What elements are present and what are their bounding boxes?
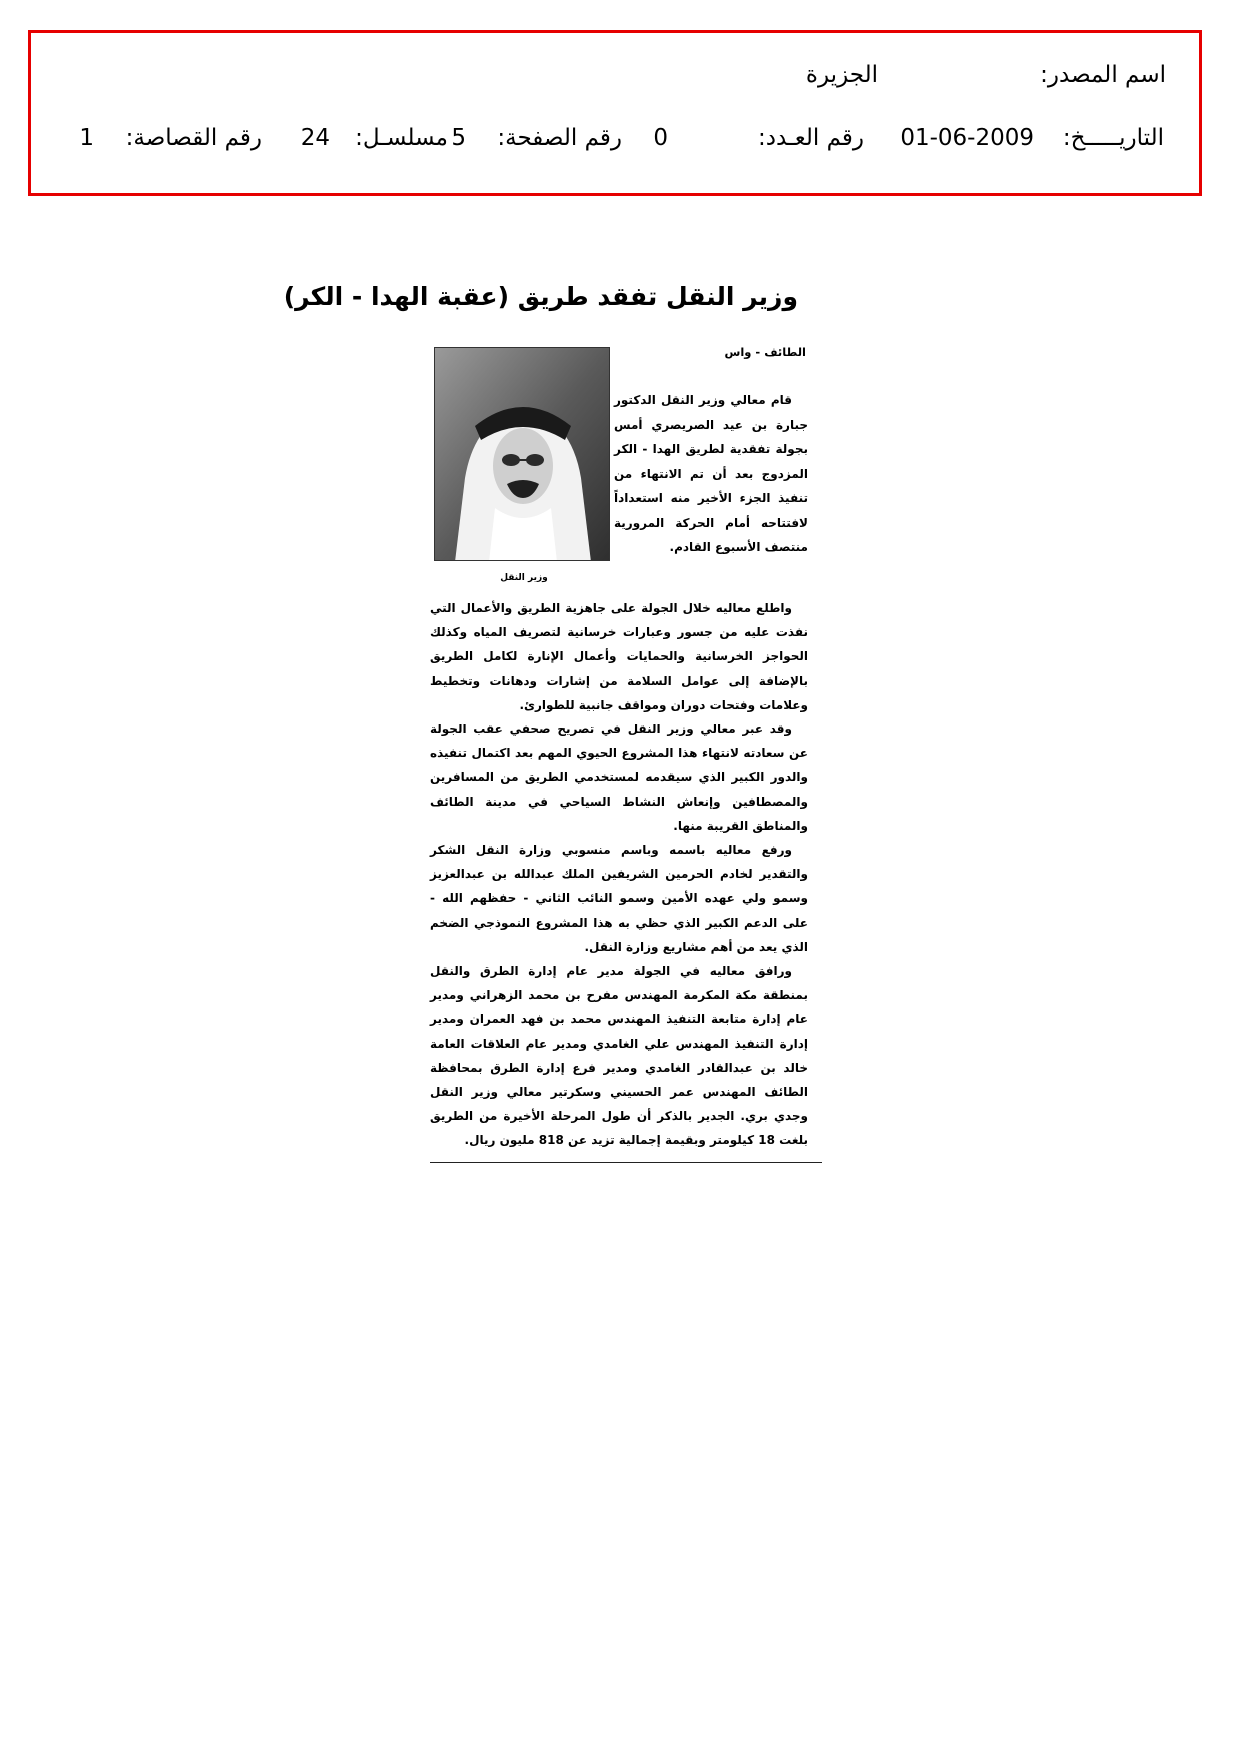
- issue-label: رقم العـدد:: [757, 125, 864, 151]
- article-paragraph: واطلع معاليه خلال الجولة على جاهزية الطريق والأعمال التي نفذت عليه من جسور وعبارات خرسانية لتصريف المياه وكذلك الحواجز الخرسانية والحمايات وأعمال الإنارة لكامل الطريق بالإضافة إلى عوامل السلامة من إشارات ودهانات وتخطيط وعلامات وفتحات دوران ومواقف جانبية للطوارئ.: [430, 601, 808, 712]
- page-label: رقم الصفحة:: [497, 125, 622, 151]
- minister-portrait-icon: [435, 348, 610, 561]
- date-label: التاريـــــخ:: [1062, 125, 1164, 151]
- date-value: 01-06-2009: [900, 125, 1034, 151]
- serial-label: مسلسـل:: [355, 125, 448, 151]
- article-paragraph: قام معالي وزير النقل الدكتور جبارة بن عيد الصريصري أمس بجولة تفقدية لطريق الهدا - الكر المزدوج بعد أن تم الانتهاء من تنفيذ الجزء الأخير منه استعداداً لافتتاحه أمام الحركة المرورية منتصف الأسبوع القادم.: [614, 393, 808, 554]
- article-intro-column: [614, 388, 808, 560]
- source-label: اسم المصدر:: [1040, 62, 1166, 88]
- article-photo: [434, 347, 610, 561]
- article-end-rule: [430, 1162, 822, 1163]
- page-value: 5: [451, 125, 466, 151]
- photo-caption: وزير النقل: [500, 573, 548, 583]
- issue-value: 0: [653, 125, 668, 151]
- article-dateline: الطائف - واس: [724, 345, 806, 359]
- source-value: الجزيرة: [805, 62, 878, 88]
- metadata-box: [28, 30, 1202, 196]
- article-paragraph: ورفع معاليه باسمه وباسم منسوبي وزارة النقل الشكر والتقدير لخادم الحرمين الشريفين الملك عبدالله بن عبدالعزيز وسمو ولي عهده الأمين وسمو النائب الثاني - حفظهم الله - على الدعم الكبير الذي حظي به هذا المشروع النموذجي الضخم الذي يعد من أهم مشاريع وزارة النقل.: [430, 843, 808, 954]
- article-headline: وزير النقل تفقد طريق (عقبة الهدا - الكر): [283, 282, 798, 311]
- article-paragraph: ورافق معاليه في الجولة مدير عام إدارة الطرق والنقل بمنطقة مكة المكرمة المهندس مفرح بن محمد الزهراني ومدير عام إدارة متابعة التنفيذ المهندس محمد بن فهد العمران ومدير إدارة التنفيذ المهندس علي الغامدي ومدير عام العلاقات العامة خالد بن عبدالقادر الغامدي ومدير فرع إدارة الطرق بمحافظة الطائف المهندس عمر الحسيني وسكرتير معالي وزير النقل وجدي بري. الجدير بالذكر أن طول المرحلة الأخيرة من الطريق بلغت 18 كيلومتر وبقيمة إجمالية تزيد عن 818 مليون ريال.: [430, 964, 808, 1148]
- clip-label: رقم القصاصة:: [125, 125, 262, 151]
- clip-value: 1: [79, 125, 94, 151]
- article-paragraph: وقد عبر معالي وزير النقل في تصريح صحفي عقب الجولة عن سعادته لانتهاء هذا المشروع الحيوي المهم بعد اكتمال تنفيذه والدور الكبير الذي سيقدمه لمستخدمي الطريق من المسافرين والمصطافين وإنعاش النشاط السياحي في مدينة الطائف والمناطق القريبة منها.: [430, 722, 808, 833]
- serial-value: 24: [300, 125, 330, 151]
- article-body-column: [430, 596, 808, 1153]
